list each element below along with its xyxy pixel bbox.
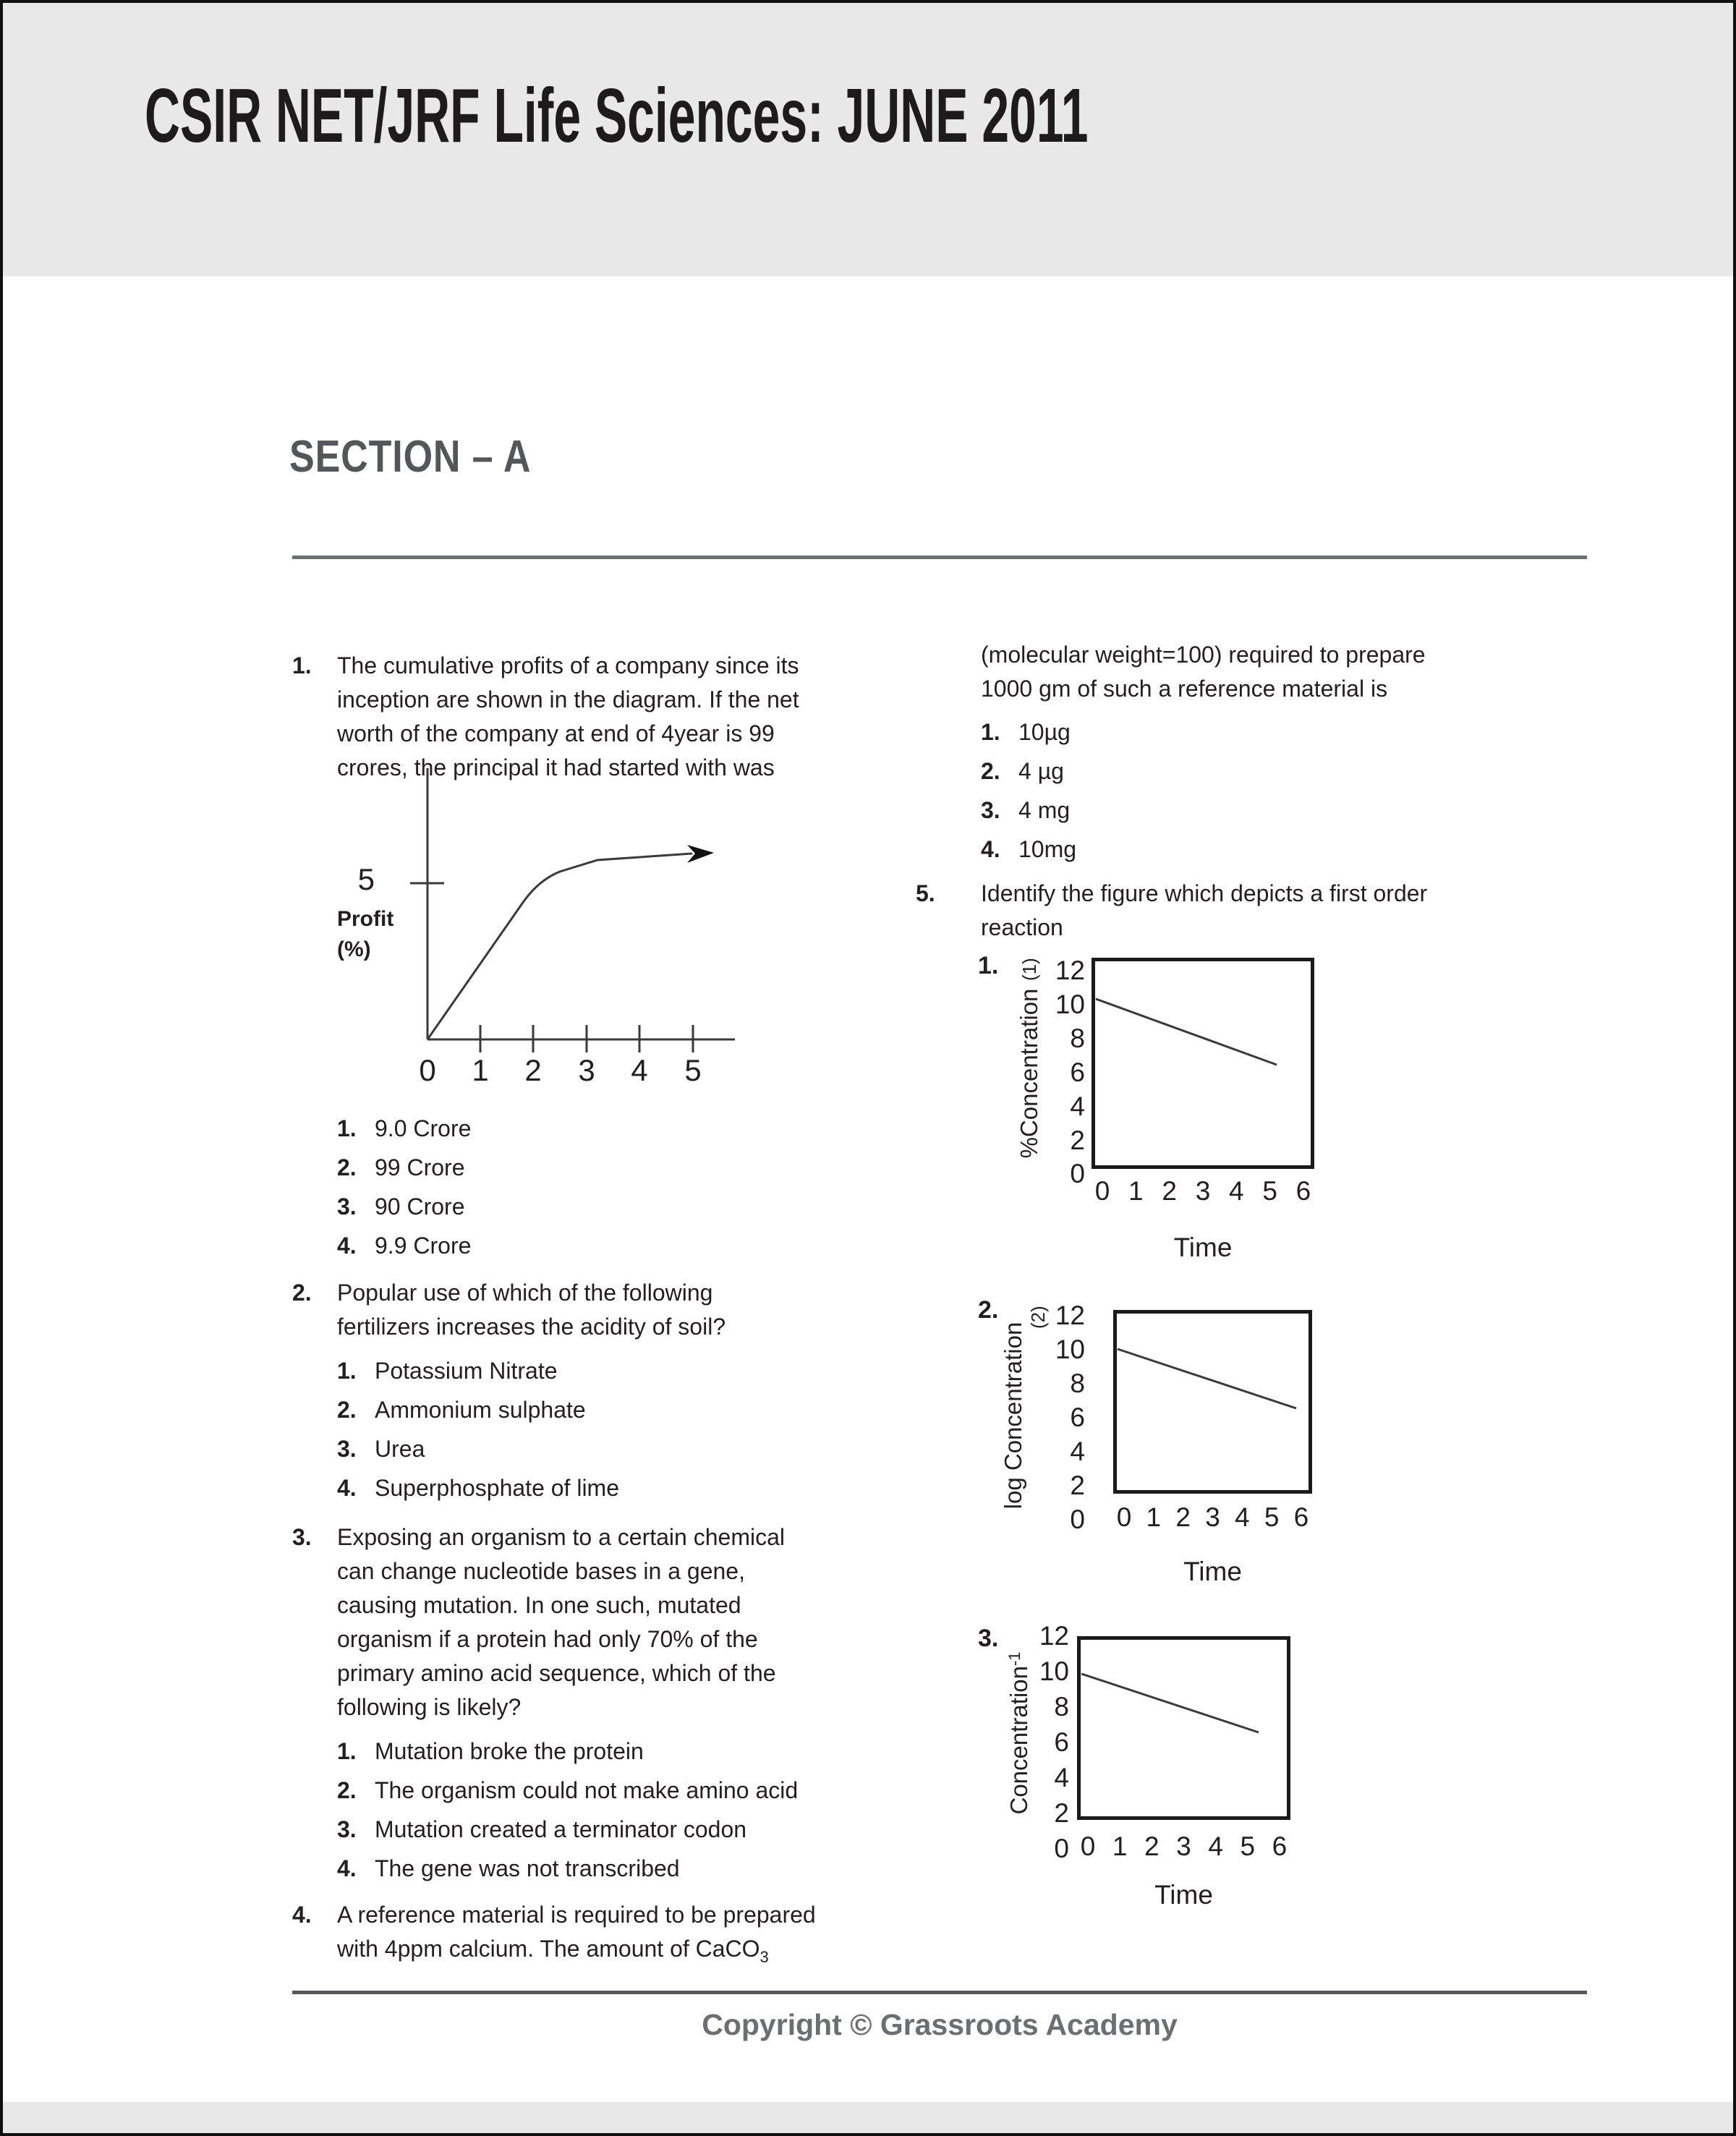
option-row [981, 754, 1581, 793]
option-row [337, 1229, 872, 1268]
question-1-line: inception are shown in the diagram. If the net [337, 686, 799, 712]
question-3-line: primary amino acid sequence, which of the [337, 1660, 776, 1686]
option-row [337, 1151, 872, 1190]
question-3-line: following is likely? [337, 1694, 522, 1720]
figure-2-xtick: 1 [1146, 1502, 1162, 1532]
figure-2-xtick: 0 [1116, 1502, 1132, 1532]
figure-1-xticks [1092, 1176, 1314, 1207]
figure-2-ytick: 2 [1070, 1471, 1085, 1500]
section-divider [292, 556, 1587, 559]
option-row [337, 1774, 885, 1813]
option-row [337, 1432, 885, 1471]
figure-2-plot [1113, 1310, 1312, 1494]
question-4-number: 4. [292, 1902, 312, 1928]
page-title: CSIR NET/JRF Life Sciences: JUNE 2011 [145, 73, 1089, 158]
figure-2-xtick: 2 [1175, 1502, 1191, 1532]
profit-ylabel-line2: (%) [337, 937, 371, 961]
question-5-number: 5. [916, 880, 935, 906]
footer-copyright: Copyright © Grassroots Academy [702, 2008, 1178, 2041]
figure-2-ytick: 0 [1070, 1505, 1085, 1534]
figure-1-ytick: 2 [1070, 1126, 1085, 1155]
profit-ytick-5: 5 [357, 862, 375, 896]
question-3-line: Exposing an organism to a certain chemical [337, 1524, 785, 1550]
profit-xtick: 0 [419, 1053, 436, 1087]
figure-1-xtick: 4 [1229, 1176, 1244, 1206]
figure-3-ylabel [1005, 1632, 1033, 1834]
figure-1-number: 1. [978, 952, 999, 979]
question-1-line: crores, the principal it had started with was [337, 754, 775, 780]
option-text: 4 µg [1018, 758, 1064, 784]
figure-3-ytick: 0 [1054, 1834, 1069, 1863]
figure-3-xtick: 1 [1112, 1831, 1128, 1861]
option-row [337, 1190, 872, 1229]
option-row [337, 1813, 885, 1852]
figure-2-xtick: 6 [1293, 1502, 1309, 1532]
option-number: 4. [337, 1233, 357, 1259]
option-number: 4. [981, 836, 1000, 862]
option-number: 1. [337, 1358, 357, 1384]
figure-2-xtick: 4 [1235, 1502, 1250, 1532]
figure-3-xlabel: Time [1154, 1880, 1213, 1910]
option-text: Superphosphate of lime [375, 1475, 619, 1501]
option-text: 99 Crore [375, 1154, 465, 1180]
question-4 [292, 1898, 900, 1966]
profit-xtick: 4 [631, 1053, 648, 1087]
question-2-line: fertilizers increases the acidity of soil? [337, 1314, 726, 1340]
option-row [337, 1852, 885, 1891]
option-number: 1. [337, 1115, 357, 1141]
figure-3-xtick: 3 [1176, 1831, 1191, 1861]
profit-xtick: 5 [684, 1053, 702, 1087]
figure-2-xtick: 3 [1205, 1502, 1220, 1532]
figure-3-ylabel-sup: -1 [1005, 1651, 1024, 1667]
figure-3-xtick: 6 [1272, 1831, 1288, 1861]
question-1-number: 1. [292, 652, 312, 678]
question-5-line: Identify the figure which depicts a first order [981, 880, 1428, 906]
option-text: The organism could not make amino acid [375, 1777, 799, 1803]
question-4-cont-line: 1000 gm of such a reference material is [981, 676, 1388, 702]
option-text: Mutation broke the protein [375, 1738, 644, 1764]
figure-3-ytick: 2 [1054, 1798, 1069, 1828]
option-number: 2. [337, 1154, 357, 1180]
figure-3-xtick: 0 [1080, 1831, 1096, 1861]
figure-2-line [1117, 1314, 1309, 1490]
option-number: 4. [337, 1475, 357, 1501]
question-4-continuation [981, 638, 1581, 872]
question-4-line [337, 1932, 900, 1966]
option-text: 90 Crore [375, 1193, 465, 1220]
figure-1-xlabel: Time [1173, 1233, 1233, 1262]
option-text: 10mg [1018, 836, 1077, 862]
figure-1-plot [1092, 958, 1314, 1169]
option-row [337, 1393, 885, 1432]
option-row [981, 715, 1581, 754]
figure-3-xtick: 4 [1208, 1831, 1223, 1861]
option-number: 3. [337, 1816, 357, 1842]
question-1-line: The cumulative profits of a company since its [337, 652, 799, 678]
figure-1-xtick: 3 [1195, 1176, 1211, 1206]
option-number: 4. [337, 1855, 357, 1881]
question-3-line: organism if a protein had only 70% of the [337, 1626, 758, 1652]
figure-3-ytick: 8 [1054, 1692, 1069, 1722]
option-text: The gene was not transcribed [375, 1855, 680, 1881]
question-3-line: causing mutation. In one such, mutated [337, 1592, 741, 1618]
figure-3-number: 3. [978, 1625, 999, 1652]
option-number: 3. [981, 797, 1000, 823]
figure-2-ytick: 12 [1055, 1301, 1085, 1330]
figure-1-ylabel: %Concentration [1016, 988, 1042, 1159]
option-number: 1. [981, 719, 1000, 745]
option-text: 9.9 Crore [375, 1233, 472, 1259]
figure-1-line [1095, 961, 1311, 1165]
option-number: 2. [981, 758, 1000, 784]
figure-3-xtick: 5 [1240, 1831, 1256, 1861]
option-number: 2. [337, 1777, 357, 1803]
profit-xtick: 1 [472, 1053, 489, 1087]
option-text: 9.0 Crore [375, 1115, 472, 1141]
question-2-number: 2. [292, 1280, 312, 1306]
figure-1-ytick: 4 [1070, 1092, 1085, 1121]
option-text: Ammonium sulphate [375, 1397, 586, 1423]
figure-2-number: 2. [978, 1296, 999, 1324]
profit-xtick: 2 [524, 1053, 542, 1087]
option-text: Urea [375, 1436, 425, 1462]
question-3-line: can change nucleotide bases in a gene, [337, 1558, 745, 1584]
option-text: Mutation created a terminator codon [375, 1816, 747, 1842]
figure-1-ytick: 10 [1055, 990, 1085, 1019]
figure-3-ytick: 4 [1054, 1763, 1069, 1792]
question-4-line2-text: with 4ppm calcium. The amount of CaCO [337, 1936, 760, 1962]
footer-divider [292, 1991, 1587, 1994]
question-5-line: reaction [981, 914, 1063, 940]
figure-1-ytick: 12 [1055, 956, 1085, 985]
figure-1-xtick: 1 [1128, 1176, 1144, 1206]
option-text: 10µg [1018, 719, 1071, 745]
question-4-cont-line: (molecular weight=100) required to prepare [981, 642, 1426, 668]
section-heading: SECTION – A [289, 432, 532, 482]
figure-1-xtick: 0 [1094, 1176, 1110, 1206]
question-1-options [337, 1112, 872, 1268]
figure-3-ytick: 12 [1039, 1621, 1069, 1651]
figure-3-ylabel-base: Concentration [1005, 1666, 1032, 1815]
figure-3-plot [1077, 1636, 1290, 1820]
figure-1-ytick: 8 [1070, 1024, 1085, 1053]
figure-3-ytick: 6 [1054, 1727, 1069, 1757]
option-row [337, 1471, 885, 1510]
figure-1-ytick: 6 [1070, 1058, 1085, 1087]
figure-2-ytick: 6 [1070, 1403, 1085, 1432]
figure-3-xtick: 2 [1144, 1831, 1160, 1861]
figure-2-xtick: 5 [1264, 1502, 1280, 1532]
option-row [981, 793, 1581, 833]
figure-2-xlabel: Time [1183, 1557, 1242, 1586]
option-number: 3. [337, 1436, 357, 1462]
question-2-line: Popular use of which of the following [337, 1280, 713, 1306]
question-2 [292, 1276, 885, 1510]
option-row [981, 833, 1581, 872]
option-text: Potassium Nitrate [375, 1358, 558, 1384]
option-number: 3. [337, 1193, 357, 1220]
figure-2-tag: (2) [1027, 1306, 1049, 1329]
option-number: 2. [337, 1397, 357, 1423]
figure-3-xticks [1077, 1831, 1290, 1862]
figure-2-xticks [1113, 1502, 1312, 1533]
figure-1-xtick: 6 [1295, 1176, 1311, 1206]
question-3 [292, 1520, 885, 1891]
figure-1-xtick: 5 [1262, 1176, 1277, 1206]
option-row [337, 1354, 885, 1393]
profit-ylabel-line1: Profit [337, 907, 394, 931]
figure-3-line [1081, 1640, 1287, 1816]
question-1-line: worth of the company at end of 4year is 99 [337, 720, 775, 746]
footer-band [3, 2102, 1733, 2136]
figure-2-ylabel: log Concentration [1000, 1322, 1026, 1510]
question-5 [916, 877, 1596, 945]
caco3-subscript: 3 [760, 1948, 769, 1966]
option-row [337, 1112, 872, 1151]
question-4-line: A reference material is required to be prepared [337, 1902, 816, 1928]
question-3-number: 3. [292, 1524, 312, 1550]
figure-1-xtick: 2 [1162, 1176, 1177, 1206]
figure-1-ytick: 0 [1070, 1159, 1085, 1188]
figure-2-ytick: 4 [1070, 1437, 1085, 1466]
option-text: 4 mg [1018, 797, 1071, 823]
figure-3-ytick: 10 [1039, 1656, 1069, 1686]
option-row [337, 1735, 885, 1774]
figure-2-ytick: 8 [1070, 1369, 1085, 1398]
figure-1-tag: (1) [1018, 958, 1040, 981]
option-number: 1. [337, 1738, 357, 1764]
figure-2-ytick: 10 [1055, 1335, 1085, 1364]
profit-xtick: 3 [578, 1053, 595, 1087]
